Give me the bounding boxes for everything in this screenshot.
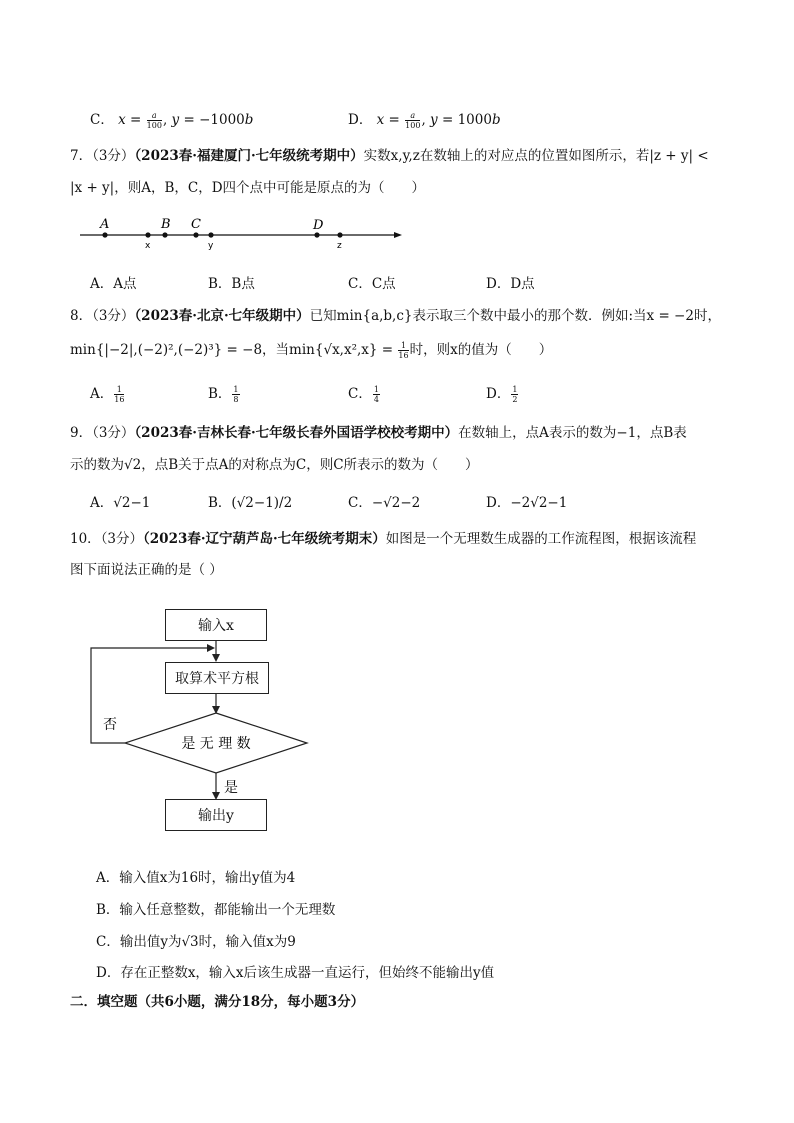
q8-frac-num: 1	[398, 341, 408, 351]
q10-source: （2023春·辽宁葫芦岛·七年级统考期末）	[143, 531, 386, 547]
var-y-label: y	[208, 241, 214, 251]
q8-text-b-pre: min{|−2|,(−2)²,(−2)³} = −8，当min{√x,x²,x} =	[70, 342, 394, 358]
q8-b-den: 8	[233, 395, 239, 404]
q9-source: （2023春·吉林长春·七年级长春外国语学校校考期中）	[134, 425, 459, 441]
q7-option-a: A．A点	[90, 276, 137, 292]
q7-source: （2023春·福建厦门·七年级统考期中）	[134, 148, 364, 164]
q9-number: 9．	[70, 425, 93, 441]
q7-text-b: |x + y|，则A，B，C，D四个点中可能是原点的为（ ）	[70, 180, 426, 196]
q10-text-a: 如图是一个无理数生成器的工作流程图，根据该流程	[385, 531, 697, 547]
flow-yes-label: 是	[224, 780, 238, 796]
flow-sqrt-box: 取算术平方根	[165, 662, 269, 694]
q8-option-a-label: A．	[90, 386, 114, 402]
q7-text-a: 实数x,y,z在数轴上的对应点的位置如图所示，若|z + y| <	[363, 148, 709, 164]
q8-c-den: 4	[373, 395, 379, 404]
q10-score: （3分）	[100, 531, 144, 547]
q6-option-d-label: D．	[348, 112, 373, 128]
q7-score: （3分）	[92, 148, 135, 164]
q7-option-b: B．B点	[208, 276, 255, 292]
flow-loop-head	[207, 644, 215, 652]
point-a-label: A	[100, 217, 110, 232]
q7-number: 7．	[70, 148, 93, 164]
q8-option-b-label: B．	[208, 386, 232, 402]
q10-option-b: B．输入任意整数，都能输出一个无理数	[96, 902, 336, 918]
q6c-frac: $\frac{a}{100}$	[146, 111, 162, 130]
q6-option-c-label: C．	[90, 112, 114, 128]
q10-option-c: C．输出值y为√3时，输入值x为9	[96, 934, 296, 950]
flow-input-box: 输入x	[165, 609, 267, 641]
q6-option-d: D． x = $\frac{a}{100}$ , y = 1000b	[348, 111, 501, 130]
q8-option-c-label: C．	[348, 386, 372, 402]
q8-score: （3分）	[92, 308, 135, 324]
q8-d-num: 1	[512, 385, 518, 394]
q8-source: （2023春·北京·七年级期中）	[134, 308, 310, 324]
flow-no-label: 否	[103, 717, 117, 733]
q7-option-c: C．C点	[348, 276, 396, 292]
flow-arrow-1-head	[212, 654, 220, 662]
var-x-label: x	[145, 241, 151, 251]
flow-decision-text: 是 无 理 数	[181, 736, 251, 752]
q9-option-c: C．−√2−2	[348, 495, 421, 511]
q10-text-b: 图下面说法正确的是（ ）	[70, 562, 223, 578]
q9-option-d: D．−2√2−1	[486, 495, 568, 511]
point-d-label: D	[313, 218, 324, 233]
q8-a-num: 1	[114, 385, 124, 395]
q8-a-den: 16	[114, 395, 125, 404]
q9-option-a: A．√2−1	[90, 495, 151, 511]
q8-b-num: 1	[233, 385, 239, 394]
q9-option-b: B．(√2−1)/2	[208, 495, 293, 511]
q6-option-c: C． x = $\frac{a}{100}$ , y = −1000b	[90, 111, 254, 130]
q8-frac-den: 16	[398, 351, 409, 360]
q6d-frac: $\frac{a}{100}$	[405, 111, 421, 130]
q8-number: 8．	[70, 308, 93, 324]
q8-text-b-post: 时，则x的值为（ ）	[409, 342, 553, 358]
q8-option-d-label: D．	[486, 386, 511, 402]
q8-text-a: 已知min{a,b,c}表示取三个数中最小的那个数．例如:当x = −2时，	[309, 308, 721, 324]
var-z-label: z	[337, 241, 342, 251]
q8-c-num: 1	[373, 385, 379, 394]
flow-output-box: 输出y	[165, 799, 267, 831]
point-b-label: B	[161, 217, 171, 232]
q10-option-a: A．输入值x为16时，输出y值为4	[96, 870, 296, 886]
q8-d-den: 2	[512, 395, 518, 404]
q7-option-d: D．D点	[486, 276, 535, 292]
q9-score: （3分）	[92, 425, 135, 441]
q9-text-b: 示的数为√2，点B关于点A的对称点为C，则C所表示的数为（ ）	[70, 457, 479, 473]
q9-text-a: 在数轴上，点A表示的数为−1，点B表	[458, 425, 687, 441]
section-2-title: 二．填空题（共6小题，满分18分，每小题3分）	[70, 994, 365, 1010]
point-c-label: C	[191, 217, 201, 232]
q10-option-d: D．存在正整数x，输入x后该生成器一直运行，但始终不能输出y值	[96, 965, 495, 981]
q10-number: 10．	[70, 531, 101, 547]
